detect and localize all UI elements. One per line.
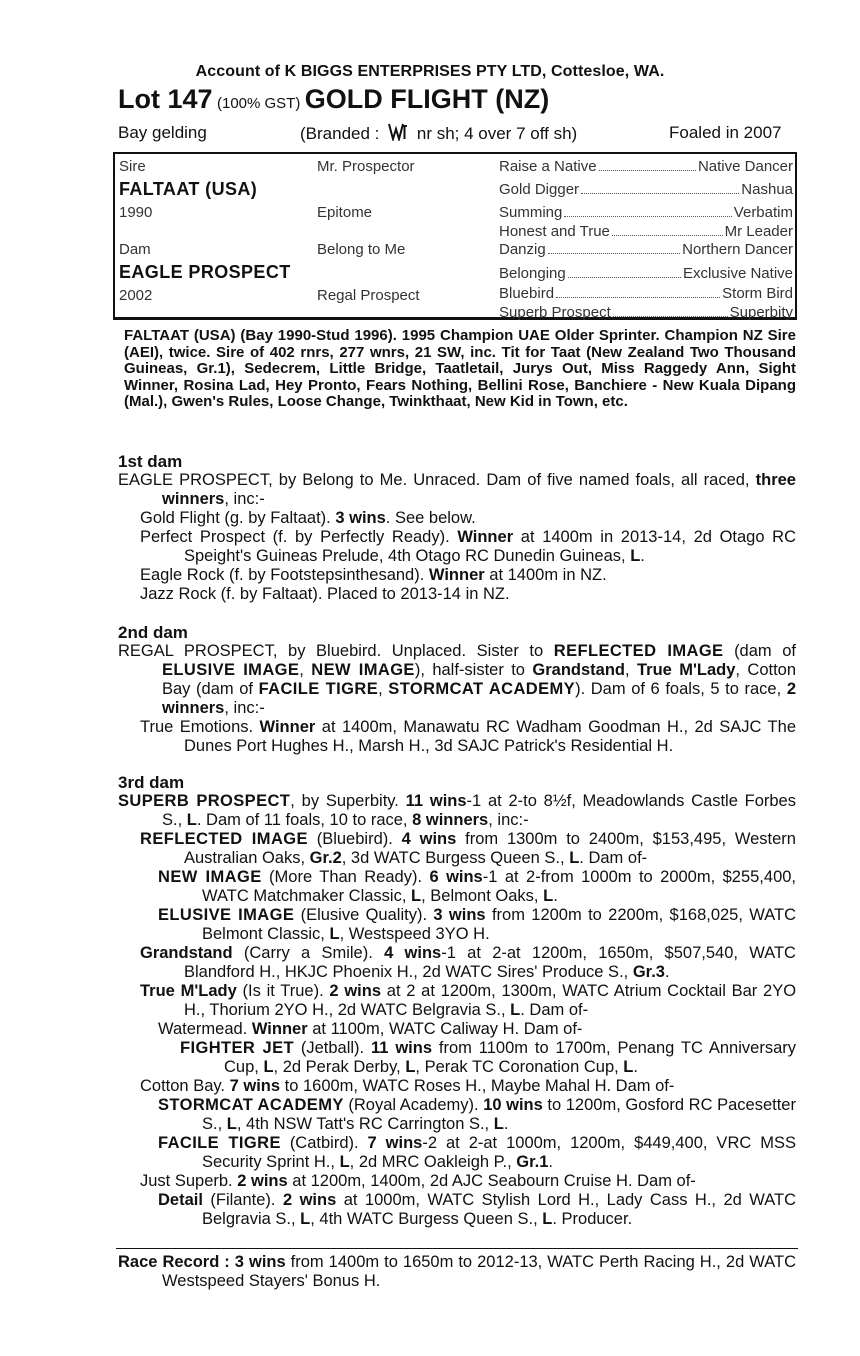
foal-entry: Grandstand (Carry a Smile). 4 wins-1 at 2-at 1200m, 1650m, $507,540, WATC Blandford H., HKJC Phoenix H., 2d WATC Sires' Produce S., Gr.3. (140, 944, 796, 981)
dam-year: 2002 (119, 287, 153, 304)
section-heading: 3rd dam (118, 773, 185, 792)
foal-entry: True Emotions. Winner at 1400m, Manawatu RC Wadham Goodman H., 2d SAJC The Dunes Port Hughes H., Marsh H., 3d SAJC Patrick's Residential H. (140, 718, 796, 755)
vendor-account: Account of K BIGGS ENTERPRISES PTY LTD, Cottesloe, WA. (195, 63, 665, 80)
horse-name: GOLD FLIGHT (NZ) (304, 84, 550, 114)
foal-entry: FIGHTER JET (Jetball). 11 wins from 1100m to 1700m, Penang TC Anniversary Cup, L, 2d Perak Derby, L, Perak TC Coronation Cup, L. (180, 1039, 796, 1076)
dam-paragraph: SUPERB PROSPECT, by Superbity. 11 wins-1 at 2-to 8½f, Meadowlands Castle Forbes S., L. Dam of 11 foals, 10 to race, 8 winners, inc:- (118, 792, 796, 829)
foal-entry: REFLECTED IMAGE (Bluebird). 4 wins from 1300m to 2400m, $153,495, Western Australian Oaks, Gr.2, 3d WATC Burgess Queen S., L. Dam of- (140, 830, 796, 867)
grandsire-paternal: Mr. Prospector (317, 158, 415, 175)
foal-entry: FACILE TIGRE (Catbird). 7 wins-2 at 2-at 1000m, 1200m, $449,400, VRC MSS Security Sprint H., L, 2d MRC Oakleigh P., Gr.1. (158, 1134, 796, 1171)
race-record (118, 1253, 796, 1291)
brand-suffix: nr sh; 4 over 7 off sh) (416, 124, 578, 143)
foal-entry: Cotton Bay. 7 wins to 1600m, WATC Roses H., Maybe Mahal H. Dam of- (140, 1077, 675, 1095)
section-heading: 1st dam (118, 452, 183, 471)
ancestor-row: Danzig Northern Dancer (499, 241, 793, 258)
foal-entry: Detail (Filante). 2 wins at 1000m, WATC Stylish Lord H., Lady Cass H., 2d WATC Belgravia S., L, 4th WATC Burgess Queen S., L. Producer. (158, 1191, 796, 1228)
foal-entry: Gold Flight (g. by Faltaat). 3 wins. See below. (140, 509, 476, 527)
foal-entry: Perfect Prospect (f. by Perfectly Ready). Winner at 1400m in 2013-14, 2d Otago RC Speight's Guineas Prelude, 4th Otago RC Dunedin Guineas, L. (140, 528, 796, 565)
second-dam-section (118, 623, 796, 756)
ancestor-row: Honest and True Mr Leader (499, 223, 793, 240)
section-heading: 2nd dam (118, 623, 188, 642)
sire-year: 1990 (119, 204, 153, 221)
granddam-maternal: Regal Prospect (317, 287, 420, 304)
dam-name: EAGLE PROSPECT (119, 262, 291, 282)
foal-entry: NEW IMAGE (More Than Ready). 6 wins-1 at 2-from 1000m to 2000m, $255,400, WATC Matchmaker Classic, L, Belmont Oaks, L. (158, 868, 797, 905)
third-dam-section (118, 773, 796, 1229)
pedigree-table (113, 152, 797, 320)
ancestor-row: Belonging Exclusive Native (499, 265, 793, 282)
race-record-text: Race Record : 3 wins from 1400m to 1650m to 2012-13, WATC Perth Racing H., 2d WATC Westspeed Stayers' Bonus H. (118, 1253, 796, 1290)
foal-entry: Jazz Rock (f. by Faltaat). Placed to 2013-14 in NZ. (140, 585, 510, 603)
horse-sex: Bay gelding (118, 123, 207, 142)
foal-entry: Just Superb. 2 wins at 1200m, 1400m, 2d AJC Seabourn Cruise H. Dam of- (140, 1172, 696, 1190)
dam-paragraph: EAGLE PROSPECT, by Belong to Me. Unraced. Dam of five named foals, all raced, three winners, inc:- (118, 471, 796, 508)
foal-entry: Eagle Rock (f. by Footstepsinthesand). Winner at 1400m in NZ. (140, 566, 607, 584)
ancestor-row: Gold Digger Nashua (499, 181, 793, 198)
sire-label: Sire (119, 158, 146, 175)
granddam-paternal: Epitome (317, 204, 373, 221)
ancestor-row: Raise a Native Native Dancer (499, 158, 793, 175)
ancestor-row: Bluebird Storm Bird (499, 285, 793, 302)
first-dam-section (118, 452, 796, 604)
foaled-year: Foaled in 2007 (669, 123, 782, 142)
dam-paragraph: REGAL PROSPECT, by Bluebird. Unplaced. Sister to REFLECTED IMAGE (dam of ELUSIVE IMAGE, NEW IMAGE), half-sister to Grandstand, True M'Lady, Cotton Bay (dam of FACILE TIGRE, STORMCAT ACADEMY). Dam of 6 foals, 5 to race, 2 winners, inc:- (118, 642, 797, 717)
ancestor-row: Superb Prospect Superbity (499, 304, 793, 321)
section-divider (116, 1248, 798, 1249)
foal-entry: ELUSIVE IMAGE (Elusive Quality). 3 wins from 1200m to 2200m, $168,025, WATC Belmont Classic, L, Westspeed 3YO H. (158, 906, 797, 943)
lot-number: Lot 147 (118, 84, 213, 114)
foal-entry: Watermead. Winner at 1100m, WATC Caliway H. Dam of- (158, 1020, 583, 1038)
ancestor-row: Summing Verbatim (499, 204, 793, 221)
sire-name: FALTAAT (USA) (119, 179, 258, 199)
brand-prefix: (Branded : (300, 124, 380, 143)
foal-entry: STORMCAT ACADEMY (Royal Academy). 10 wins to 1200m, Gosford RC Pacesetter S., L, 4th NSW Tatt's RC Carrington S., L. (158, 1096, 796, 1133)
dam-label: Dam (119, 241, 151, 258)
gst-note: (100% GST) (216, 95, 301, 112)
brand-mark-icon (388, 123, 408, 141)
brand-description (300, 123, 577, 144)
lot-heading (118, 84, 549, 115)
sire-stud-record: FALTAAT (USA) (Bay 1990-Stud 1996). 1995 Champion UAE Older Sprinter. Champion NZ Sire (AEI), twice. Sire of 402 rnrs, 277 wnrs, 21 SW, inc. Tit for Taat (New Zealand Two Thousand Guineas, Gr.1), Sedecrem, Little Bridge, Taatletail, Jurys Out, Miss Raggedy Ann, Sight Winner, Rosina Lad, Hey Pronto, Fears Nothing, Bellini Rose, Banchiere - New Kuala Dipang (Mal.), Gwen's Rules, Loose Change, Twinkthaat, New Kid in Town, etc. (124, 327, 796, 410)
grandsire-maternal: Belong to Me (317, 241, 406, 258)
foal-entry: True M'Lady (Is it True). 2 wins at 2 at 1200m, 1300m, WATC Atrium Cocktail Bar 2YO H., Thorium 2YO H., 2d WATC Belgravia S., L. Dam of- (140, 982, 797, 1019)
